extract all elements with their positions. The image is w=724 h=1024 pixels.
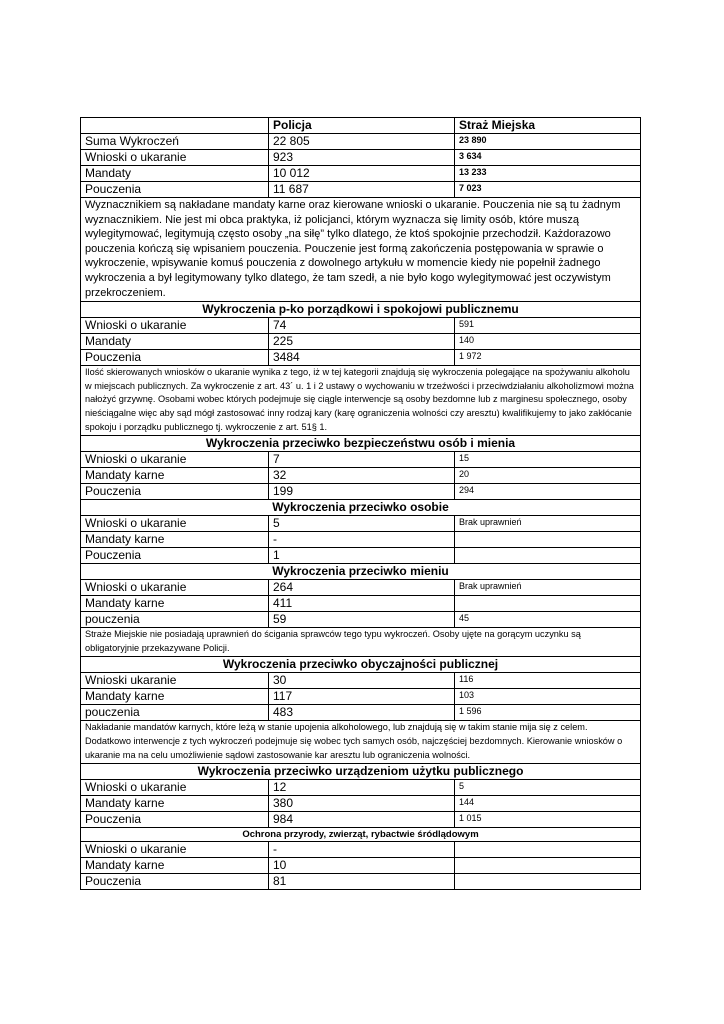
straz-value: 45 [455,612,641,628]
row-label: Wnioski o ukaranie [81,452,269,468]
row-label: Wnioski ukaranie [81,673,269,689]
section-header-row [81,828,641,842]
straz-value: 23 890 [455,134,641,150]
row-label: Mandaty karne [81,796,269,812]
row-label: pouczenia [81,612,269,628]
table-row [81,812,641,828]
note-row [81,721,641,764]
statistics-table [80,117,641,890]
table-row [81,134,641,150]
statistics-document [80,117,640,890]
row-label: Pouczenia [81,548,269,564]
policja-value: 32 [269,468,455,484]
straz-value [455,874,641,890]
policja-value: 923 [269,150,455,166]
header-straz-miejska: Straż Miejska [455,118,641,134]
table-row [81,780,641,796]
table-row [81,334,641,350]
table-row [81,858,641,874]
policja-value: 12 [269,780,455,796]
section-title: Ochrona przyrody, zwierząt, rybactwie śródlądowym [81,828,641,842]
row-label: Mandaty [81,166,269,182]
row-label: Pouczenia [81,874,269,890]
table-row [81,166,641,182]
row-label: Pouczenia [81,812,269,828]
section-header-row [81,564,641,580]
row-label: Wnioski o ukaranie [81,150,269,166]
policja-value: 10 [269,858,455,874]
straz-value: 5 [455,780,641,796]
straz-value: 140 [455,334,641,350]
row-label: Wnioski o ukaranie [81,318,269,334]
row-label: Pouczenia [81,484,269,500]
straz-value: 1 015 [455,812,641,828]
table-row [81,673,641,689]
row-label: Wnioski o ukaranie [81,842,269,858]
row-label: Mandaty karne [81,532,269,548]
policja-value: 59 [269,612,455,628]
row-label: Pouczenia [81,182,269,198]
table-row [81,350,641,366]
policja-value: 74 [269,318,455,334]
row-label: Wnioski o ukaranie [81,516,269,532]
policja-value: 483 [269,705,455,721]
section-title: Wykroczenia przeciwko bezpieczeństwu osób i mienia [81,436,641,452]
policja-value: 7 [269,452,455,468]
table-row [81,516,641,532]
straz-value: 103 [455,689,641,705]
straz-value [455,548,641,564]
note-porzadek: Ilość skierowanych wniosków o ukaranie wynika z tego, iż w tej kategorii znajdują się wykroczenia polegające na spożywaniu alkoholu w miejscach publicznych. Za wykroczenie z art. 43´ u. 1 i 2 ustawy o wychowaniu w trzeźwości i przeciwdziałaniu alkoholizmowi można nałożyć grzywnę. Osobami wobec których podejmuje się ciągle interwencje są osoby bezdomne lub z marginesu społecznego, osoby nieściągalne więc aby sąd mógł zastosować inny rodzaj kary (karę ograniczenia wolności czy aresztu) kwalifikujemy to jako zakłócanie spokoju i porządku publicznego tj. wykroczenie z art. 51§ 1. [81,366,641,436]
policja-value: 380 [269,796,455,812]
row-label: Mandaty karne [81,689,269,705]
straz-value: 294 [455,484,641,500]
straz-value: 144 [455,796,641,812]
section-title: Wykroczenia przeciwko urządzeniom użytku publicznego [81,764,641,780]
header-row [81,118,641,134]
section-title: Wykroczenia przeciwko obyczajności publicznej [81,657,641,673]
straz-value: 15 [455,452,641,468]
table-row [81,796,641,812]
straz-value [455,596,641,612]
policja-value: 11 687 [269,182,455,198]
section-title: Wykroczenia przeciwko mieniu [81,564,641,580]
straz-value: 1 596 [455,705,641,721]
policja-value: 117 [269,689,455,705]
policja-value: 984 [269,812,455,828]
straz-value: 3 634 [455,150,641,166]
straz-value: 13 233 [455,166,641,182]
table-row [81,596,641,612]
header-empty-cell [81,118,269,134]
row-label: Suma Wykroczeń [81,134,269,150]
table-row [81,580,641,596]
straz-value: 1 972 [455,350,641,366]
table-row [81,689,641,705]
policja-value: 411 [269,596,455,612]
straz-value: 591 [455,318,641,334]
table-row [81,532,641,548]
table-row [81,842,641,858]
section-header-row [81,302,641,318]
row-label: Mandaty karne [81,596,269,612]
straz-value [455,532,641,548]
header-policja: Policja [269,118,455,134]
policja-value: 199 [269,484,455,500]
table-row [81,874,641,890]
straz-value: 20 [455,468,641,484]
policja-value: 10 012 [269,166,455,182]
policja-value: 22 805 [269,134,455,150]
row-label: Pouczenia [81,350,269,366]
note-obyczajnosc: Nakładanie mandatów karnych, które leżą w stanie upojenia alkoholowego, lub znajdują się w takim stanie mija się z celem. Dodatkowo interwencje z tych wykroczeń podejmuje się wobec tych samych osób, najczęściej bezdomnych. Kierowanie wniosków o ukaranie ma na celu umożliwienie sądowi zastosowanie kar aresztu lub ograniczenia wolności. [81,721,641,764]
policja-value: - [269,532,455,548]
row-label: Wnioski o ukaranie [81,580,269,596]
section-header-row [81,500,641,516]
table-row [81,468,641,484]
policja-value: 81 [269,874,455,890]
policja-value: 30 [269,673,455,689]
section-title: Wykroczenia p-ko porządkowi i spokojowi publicznemu [81,302,641,318]
note-mieniu: Straże Miejskie nie posiadają uprawnień do ścigania sprawców tego typu wykroczeń. Osoby ujęte na gorącym uczynku są obligatoryjnie przekazywane Policji. [81,628,641,657]
section-title: Wykroczenia przeciwko osobie [81,500,641,516]
straz-value: 7 023 [455,182,641,198]
straz-value [455,842,641,858]
policja-value: - [269,842,455,858]
table-row [81,452,641,468]
section-header-row [81,436,641,452]
section-header-row [81,657,641,673]
table-row [81,182,641,198]
policja-value: 264 [269,580,455,596]
policja-value: 3484 [269,350,455,366]
policja-value: 1 [269,548,455,564]
policja-value: 5 [269,516,455,532]
straz-value: 116 [455,673,641,689]
note-row [81,198,641,302]
table-row [81,318,641,334]
table-row [81,612,641,628]
note-row [81,366,641,436]
row-label: Mandaty karne [81,468,269,484]
straz-value: Brak uprawnień [455,580,641,596]
row-label: pouczenia [81,705,269,721]
policja-value: 225 [269,334,455,350]
table-row [81,484,641,500]
section-header-row [81,764,641,780]
row-label: Mandaty [81,334,269,350]
table-row [81,150,641,166]
note-row [81,628,641,657]
straz-value [455,858,641,874]
row-label: Mandaty karne [81,858,269,874]
straz-value: Brak uprawnień [455,516,641,532]
row-label: Wnioski o ukaranie [81,780,269,796]
table-row [81,705,641,721]
table-row [81,548,641,564]
note-summary: Wyznacznikiem są nakładane mandaty karne oraz kierowane wnioski o ukaranie. Pouczenia nie są tu żadnym wyznacznikiem. Nie jest mi obca praktyka, iż policjanci, którym wyznacza się limity osób, które muszą wylegitymować, legitymują często osoby „na siłę” tylko dlatego, że ktoś spokojnie przechodził. Każdorazowo pouczenia kończą się wpisaniem pouczenia. Pouczenie jest formą zakończenia postępowania w sprawie o wykroczenie, wpisywanie komuś pouczenia z dowolnego artykułu w momencie kiedy nie popełnił żadnego wykroczenia a był legitymowany tylko dlatego, że tam szedł, a nie było kogo wylegitymować jest oczywistym przekroczeniem. [81,198,641,302]
